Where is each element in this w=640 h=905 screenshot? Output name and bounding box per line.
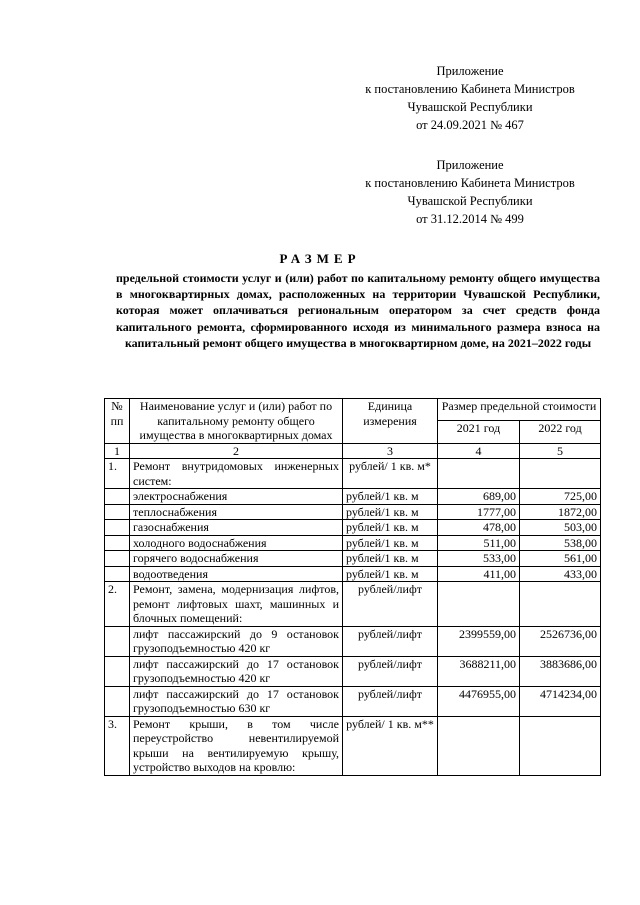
appendix-date-number: от 31.12.2014 № 499 bbox=[416, 212, 524, 226]
row-name: лифт пассажирский до 9 остановок грузоподъемностью 420 кг bbox=[130, 626, 343, 656]
row-name: горячего водоснабжения bbox=[130, 551, 343, 567]
row-value-2022: 4714234,00 bbox=[520, 686, 601, 716]
appendix-republic: Чувашской Республики bbox=[407, 100, 533, 114]
cost-table bbox=[104, 398, 601, 776]
row-name: теплоснабжения bbox=[130, 504, 343, 520]
column-number-row bbox=[105, 443, 601, 459]
col-num: 1 bbox=[105, 443, 130, 459]
table-row bbox=[105, 535, 601, 551]
row-num: 2. bbox=[105, 582, 130, 627]
appendix-header-original bbox=[340, 156, 600, 228]
table-row bbox=[105, 489, 601, 505]
row-value-2021: 3688211,00 bbox=[438, 656, 520, 686]
document-title: РАЗМЕР bbox=[279, 251, 361, 266]
row-empty bbox=[105, 520, 130, 536]
header-name: Наименование услуг и (или) работ по капитальному ремонту общего имущества в многоквартирных домах bbox=[130, 399, 343, 444]
table-row bbox=[105, 504, 601, 520]
row-name: Ремонт внутридомовых инженерных систем: bbox=[130, 459, 343, 489]
row-empty bbox=[520, 716, 601, 775]
row-unit: рублей/ 1 кв. м* bbox=[343, 459, 438, 489]
row-value-2021: 511,00 bbox=[438, 535, 520, 551]
col-num: 4 bbox=[438, 443, 520, 459]
row-unit: рублей/ 1 кв. м** bbox=[343, 716, 438, 775]
appendix-label: Приложение bbox=[436, 158, 504, 172]
row-value-2022: 538,00 bbox=[520, 535, 601, 551]
row-unit: рублей/лифт bbox=[343, 686, 438, 716]
row-empty bbox=[520, 582, 601, 627]
row-num: 1. bbox=[105, 459, 130, 489]
section-row bbox=[105, 716, 601, 775]
appendix-date-number: от 24.09.2021 № 467 bbox=[416, 118, 524, 132]
row-value-2022: 2526736,00 bbox=[520, 626, 601, 656]
row-value-2021: 4476955,00 bbox=[438, 686, 520, 716]
row-value-2021: 411,00 bbox=[438, 566, 520, 582]
header-num: № пп bbox=[105, 399, 130, 444]
row-value-2021: 689,00 bbox=[438, 489, 520, 505]
row-name: Ремонт, замена, модернизация лифтов, ремонт лифтовых шахт, машинных и блочных помещений: bbox=[130, 582, 343, 627]
document-subtitle: предельной стоимости услуг и (или) работ по капитальному ремонту общего имущества в многоквартирных домах, расположенных на территории Чувашской Республики, которая может оплачиваться региональным оператором за счет средств фонда капитального ремонта, сформированного исходя из минимального размера взноса на капитальный ремонт общего имущества в многоквартирном доме, на 2021–2022 годы bbox=[116, 271, 600, 350]
table-row bbox=[105, 520, 601, 536]
row-empty bbox=[438, 716, 520, 775]
header-row bbox=[105, 399, 601, 421]
row-value-2021: 478,00 bbox=[438, 520, 520, 536]
row-value-2021: 1777,00 bbox=[438, 504, 520, 520]
row-unit: рублей/1 кв. м bbox=[343, 520, 438, 536]
row-value-2022: 433,00 bbox=[520, 566, 601, 582]
row-empty bbox=[105, 504, 130, 520]
section-row bbox=[105, 582, 601, 627]
row-name: лифт пассажирский до 17 остановок грузоподъемностью 420 кг bbox=[130, 656, 343, 686]
table-row bbox=[105, 551, 601, 567]
row-empty bbox=[105, 656, 130, 686]
row-unit: рублей/1 кв. м bbox=[343, 551, 438, 567]
row-empty bbox=[105, 551, 130, 567]
header-size: Размер предельной стоимости bbox=[438, 399, 601, 421]
row-empty bbox=[105, 626, 130, 656]
table-row bbox=[105, 656, 601, 686]
row-unit: рублей/1 кв. м bbox=[343, 504, 438, 520]
row-empty bbox=[105, 535, 130, 551]
row-unit: рублей/лифт bbox=[343, 582, 438, 627]
row-value-2021: 533,00 bbox=[438, 551, 520, 567]
table-row bbox=[105, 566, 601, 582]
row-unit: рублей/лифт bbox=[343, 656, 438, 686]
col-num: 2 bbox=[130, 443, 343, 459]
appendix-resolution: к постановлению Кабинета Министров bbox=[365, 176, 575, 190]
appendix-label: Приложение bbox=[436, 64, 504, 78]
row-unit: рублей/1 кв. м bbox=[343, 489, 438, 505]
row-unit: рублей/1 кв. м bbox=[343, 535, 438, 551]
table-row bbox=[105, 686, 601, 716]
header-year-2022: 2022 год bbox=[520, 421, 601, 443]
row-value-2022: 3883686,00 bbox=[520, 656, 601, 686]
row-value-2022: 725,00 bbox=[520, 489, 601, 505]
appendix-resolution: к постановлению Кабинета Министров bbox=[365, 82, 575, 96]
col-num: 5 bbox=[520, 443, 601, 459]
row-num: 3. bbox=[105, 716, 130, 775]
section-row bbox=[105, 459, 601, 489]
row-value-2021: 2399559,00 bbox=[438, 626, 520, 656]
appendix-header-current bbox=[340, 62, 600, 134]
row-unit: рублей/лифт bbox=[343, 626, 438, 656]
row-name: холодного водоснабжения bbox=[130, 535, 343, 551]
row-empty bbox=[520, 459, 601, 489]
header-unit: Единица измерения bbox=[343, 399, 438, 444]
row-name: водоотведения bbox=[130, 566, 343, 582]
row-name: электроснабжения bbox=[130, 489, 343, 505]
row-empty bbox=[105, 686, 130, 716]
table-row bbox=[105, 626, 601, 656]
row-value-2022: 561,00 bbox=[520, 551, 601, 567]
row-empty bbox=[438, 582, 520, 627]
row-unit: рублей/1 кв. м bbox=[343, 566, 438, 582]
row-value-2022: 1872,00 bbox=[520, 504, 601, 520]
row-name: Ремонт крыши, в том числе переустройство невентилируемой крыши на вентилируемую крышу, устройство выходов на кровлю: bbox=[130, 716, 343, 775]
appendix-republic: Чувашской Республики bbox=[407, 194, 533, 208]
row-empty bbox=[105, 489, 130, 505]
header-year-2021: 2021 год bbox=[438, 421, 520, 443]
row-name: газоснабжения bbox=[130, 520, 343, 536]
row-name: лифт пассажирский до 17 остановок грузоподъемностью 630 кг bbox=[130, 686, 343, 716]
col-num: 3 bbox=[343, 443, 438, 459]
row-empty bbox=[438, 459, 520, 489]
row-value-2022: 503,00 bbox=[520, 520, 601, 536]
row-empty bbox=[105, 566, 130, 582]
